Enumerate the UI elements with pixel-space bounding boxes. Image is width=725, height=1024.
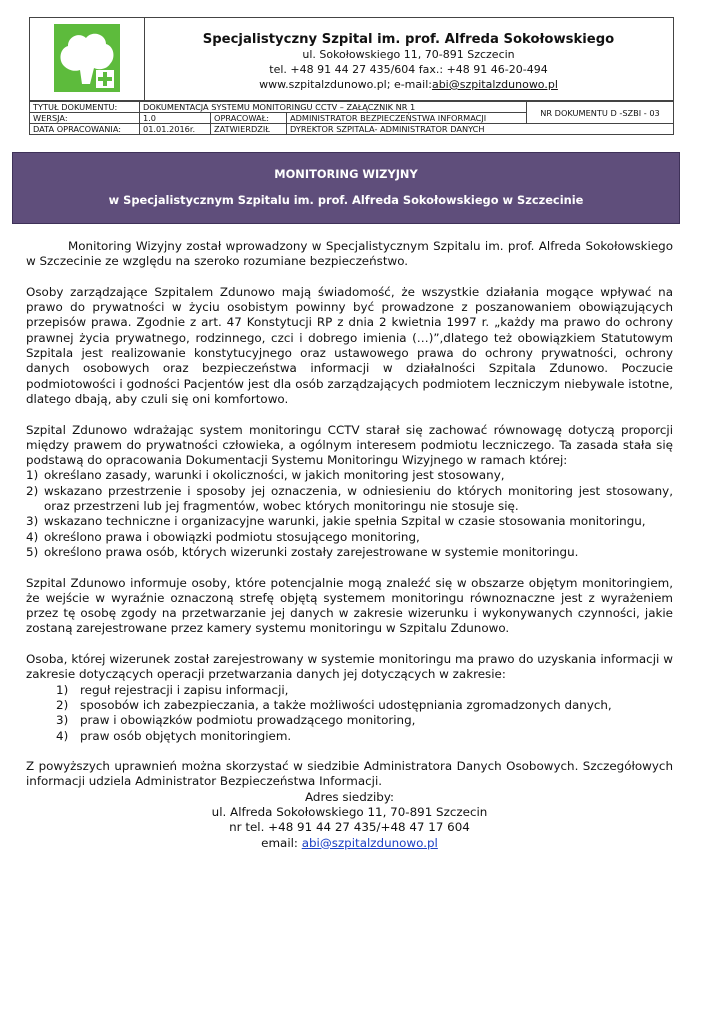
list-item-text: praw i obowiązków podmiotu prowadzącego monitoring, <box>80 713 416 728</box>
list-item-number: 3) <box>26 514 39 529</box>
list-item-number: 4) <box>26 529 39 544</box>
paragraph-consent: Szpital Zdunowo informuje osoby, które potencjalnie mogą znaleźć się w obszarze objętym monitoringiem, że wejście w wyraźnie oznaczoną strefę objętą systemem monitoringu równoznaczne jest z wyrażeniem przez tę osobę zgody na przetwarzanie jej danych w zakresie wizerunku i wykonywanych czynności, jakie zostaną zarejestrowane przez kamery systemu monitoringu w Szpitalu Zdunowo. <box>26 575 673 636</box>
list-item-text: sposobów ich zabezpieczania, a także możliwości udostępniania zgromadzonych danych, <box>80 697 612 712</box>
meta-date-value: 01.01.2016r. <box>140 124 211 135</box>
paragraph-privacy: Osoby zarządzające Szpitalem Zdunowo mają świadomość, że wszystkie działania mogące wpływać na prawo do prywatności w życiu osobistym powinny być prowadzone z poszanowaniem obowiązujących przepisów prawa. Zgodnie z art. 47 Konstytucji RP z dnia 2 kwietnia 1997 r. „każdy ma prawo do ochrony prawnej życia prywatnego, rodzinnego, czci i dobrego imienia (…)”,dlatego też obowiązkiem Statutowym Szpitala jest realizowanie konstytucyjnego oraz ustawowego prawa do ochrony prywatności, ochrony danych osobowych oraz bezpieczeństwa informacji w działalności Szpitala Zdunowo. Poczucie podmiotowości i godności Pacjentów jest dla osób zarządzających podmiotem leczniczym niebywale istotne, dlatego dbają, aby czuli się oni komfortowo. <box>26 284 673 406</box>
document-body <box>26 239 673 851</box>
meta-approved-value: DYREKTOR SZPITALA- ADMINISTRATOR DANYCH <box>287 124 674 135</box>
paragraph-cctv: Szpital Zdunowo wdrażając system monitoringu CCTV starał się zachować równowagę dotyczą proporcji między prawem do prywatności człowieka, a ogólnym interesem podmiotu leczniczego. Ta zasada stała się podstawą do opracowania Dokumentacji Systemu Monitoringu Wizyjnego w ramach której: <box>26 422 673 468</box>
org-name: Specjalistyczny Szpital im. prof. Alfreda Sokołowskiego <box>202 32 615 47</box>
meta-prepared-value: ADMINISTRATOR BEZPIECZEŃSTWA INFORMACJI <box>287 113 527 124</box>
list-item <box>26 698 673 713</box>
documentation-scope-list <box>26 468 673 560</box>
list-item-number: 5) <box>26 544 39 559</box>
list-item-number: 4) <box>56 728 69 743</box>
meta-title-value: DOKUMENTACJA SYSTEMU MONITORINGU CCTV – ZAŁĄCZNIK NR 1 <box>140 102 527 113</box>
title-banner <box>12 152 680 224</box>
list-item-text: wskazano techniczne i organizacyjne warunki, jakie spełnia Szpital w czasie stosowania monitoringu, <box>44 514 646 529</box>
org-address: ul. Sokołowskiego 11, 70-891 Szczecin <box>302 48 515 61</box>
list-item-number: 2) <box>56 697 69 712</box>
meta-row-date <box>30 124 674 135</box>
list-item <box>26 683 673 698</box>
list-item-number: 1) <box>56 682 69 697</box>
list-item-text: reguł rejestracji i zapisu informacji, <box>80 682 289 697</box>
list-item <box>26 545 673 560</box>
rights-list <box>26 683 673 744</box>
org-web: www.szpitalzdunowo.pl; e-mail: <box>259 78 432 91</box>
list-item <box>26 530 673 545</box>
paragraph-rights: Osoba, której wizerunek został zarejestrowany w systemie monitoringu ma prawo do uzyskania informacji w zakresie dotyczących operacji przetwarzania danych jej dotyczących w zakresie: <box>26 652 673 682</box>
banner-subtitle: w Specjalistycznym Szpitalu im. prof. Alfreda Sokołowskiego w Szczecinie <box>108 193 584 207</box>
address-email-label: email: <box>261 835 302 850</box>
meta-doc-number: NR DOKUMENTU D -SZBI - 03 <box>527 102 674 124</box>
paragraph-contact: Z powyższych uprawnień można skorzystać w siedzibie Administratora Danych Osobowych. Szczegółowych informacji udziela Administrator Bezpieczeństwa Informacji. <box>26 759 673 789</box>
address-phone: nr tel. +48 91 44 27 435/+48 47 17 604 <box>229 820 470 835</box>
address-email-link[interactable]: abi@szpitalzdunowo.pl <box>301 835 438 850</box>
meta-version-label: WERSJA: <box>30 113 140 124</box>
hospital-logo-icon <box>54 24 120 92</box>
list-item-text: określono prawa osób, których wizerunki zostały zarejestrowane w systemie monitoringu. <box>44 544 579 559</box>
logo-cell <box>30 18 145 100</box>
meta-row-title <box>30 102 674 113</box>
address-title: Adres siedziby: <box>304 789 395 804</box>
list-item-text: określono prawa i obowiązki podmiotu stosującego monitoring, <box>44 529 420 544</box>
meta-approved-label: ZATWIERDZIŁ <box>211 124 287 135</box>
list-item-number: 2) <box>26 483 39 498</box>
list-item-text: określano zasady, warunki i okoliczności, w jakich monitoring jest stosowany, <box>44 468 505 483</box>
paragraph-intro: Monitoring Wizyjny został wprowadzony w Specjalistycznym Szpitalu im. prof. Alfreda Sokołowskiego w Szczecinie ze względu na szeroko rozumiane bezpieczeństwo. <box>26 239 673 269</box>
list-item <box>26 514 673 529</box>
list-item-number: 1) <box>26 468 39 483</box>
list-item-text: praw osób objętych monitoringiem. <box>80 728 292 743</box>
org-web-email <box>144 77 673 92</box>
meta-date-label: DATA OPRACOWANIA: <box>30 124 140 135</box>
organization-info <box>144 18 673 92</box>
list-item-number: 3) <box>56 713 69 728</box>
list-item-text: wskazano przestrzenie i sposoby jej oznaczenia, w odniesieniu do których monitoring jest stosowany, oraz przestrzeni lub jej fragmentów, wobec których monitoringu nie stosuje się. <box>44 483 673 514</box>
banner-title: MONITORING WIZYJNY <box>274 167 418 181</box>
document-header <box>29 17 674 101</box>
address-email <box>26 836 673 851</box>
org-email-link[interactable]: abi@szpitalzdunowo.pl <box>431 78 558 91</box>
document-meta-table <box>29 101 674 135</box>
list-item <box>26 468 673 483</box>
meta-title-label: TYTUŁ DOKUMENTU: <box>30 102 140 113</box>
list-item <box>26 729 673 744</box>
meta-prepared-label: OPRACOWAŁ: <box>211 113 287 124</box>
meta-version-value: 1.0 <box>140 113 211 124</box>
list-item <box>26 713 673 728</box>
list-item <box>26 484 673 515</box>
address-street: ul. Alfreda Sokołowskiego 11, 70-891 Szczecin <box>211 804 488 819</box>
org-phone: tel. +48 91 44 27 435/604 fax.: +48 91 46-20-494 <box>269 63 548 76</box>
